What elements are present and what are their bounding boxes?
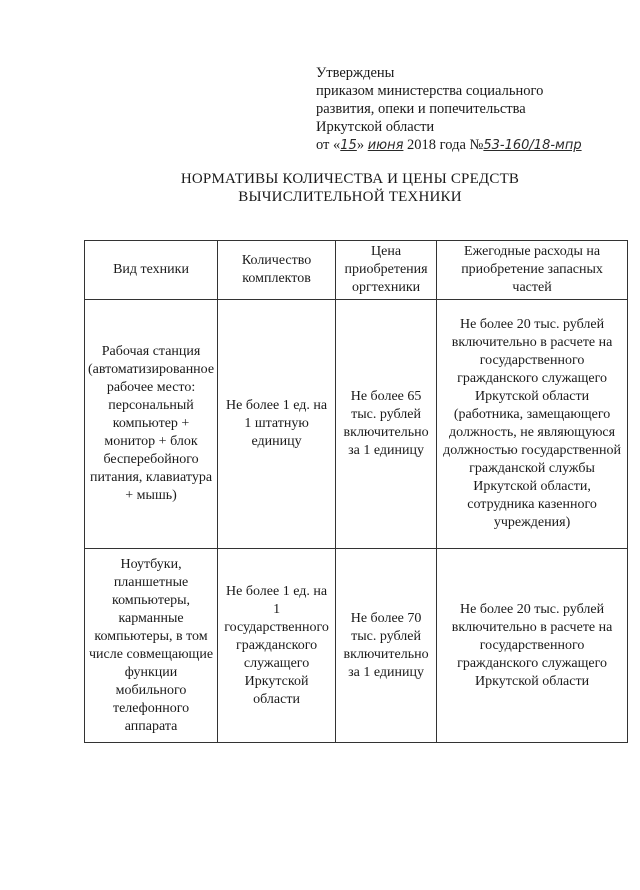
norms-table — [84, 240, 628, 743]
cell-quantity: Не более 1 ед. на 1 штатную единицу — [218, 300, 336, 549]
date-prefix: от « — [316, 137, 341, 153]
approval-line-4: Иркутской области — [316, 119, 435, 135]
approval-block — [316, 64, 616, 155]
cell-annual-costs: Не более 20 тыс. рублей включительно в расчете на государственного гражданского служащего Иркутской области — [437, 549, 628, 743]
cell-price: Не более 70 тыс. рублей включительно за 1 единицу — [336, 549, 437, 743]
title-line-1: НОРМАТИВЫ КОЛИЧЕСТВА И ЦЕНЫ СРЕДСТВ — [180, 171, 520, 187]
cell-price: Не более 65 тыс. рублей включительно за 1 единицу — [336, 300, 437, 549]
cell-quantity: Не более 1 ед. на 1 государственного гражданского служащего Иркутской области — [218, 549, 336, 743]
header-equipment-type: Вид техники — [85, 241, 218, 300]
header-price: Цена приобретения оргтехники — [336, 241, 437, 300]
approval-date-line — [316, 136, 616, 155]
title-line-2: ВЫЧИСЛИТЕЛЬНОЙ ТЕХНИКИ — [238, 189, 462, 205]
header-quantity: Количество комплектов — [218, 241, 336, 300]
approval-line-3: развития, опеки и попечительства — [316, 101, 526, 117]
table-row — [85, 300, 628, 549]
header-annual-costs: Ежегодные расходы на приобретение запасных частей — [437, 241, 628, 300]
handwritten-day: 15 — [340, 138, 357, 153]
cell-annual-costs: Не более 20 тыс. рублей включительно в расчете на государственного гражданского служащего Иркутской области (работника, замещающего должность, не являющуюся должностью государственной гражданской службы Иркутской области, сотрудника казенного учреждения) — [437, 300, 628, 549]
date-mid: » — [356, 137, 365, 153]
table-row — [85, 549, 628, 743]
handwritten-month: июня — [367, 138, 404, 153]
approval-line-1: Утверждены — [316, 65, 395, 81]
cell-equipment-type: Ноутбуки, планшетные компьютеры, карманные компьютеры, в том числе совмещающие функции мобильного телефонного аппарата — [85, 549, 218, 743]
date-year: 2018 года № — [407, 137, 484, 153]
approval-line-2: приказом министерства социального — [316, 83, 544, 99]
cell-equipment-type: Рабочая станция (автоматизированное рабочее место: персональный компьютер + монитор + блок бесперебойного питания, клавиатура + мышь) — [85, 300, 218, 549]
table-header-row — [85, 241, 628, 300]
document-title — [140, 170, 560, 206]
handwritten-number: 53-160/18-мпр — [483, 138, 582, 153]
